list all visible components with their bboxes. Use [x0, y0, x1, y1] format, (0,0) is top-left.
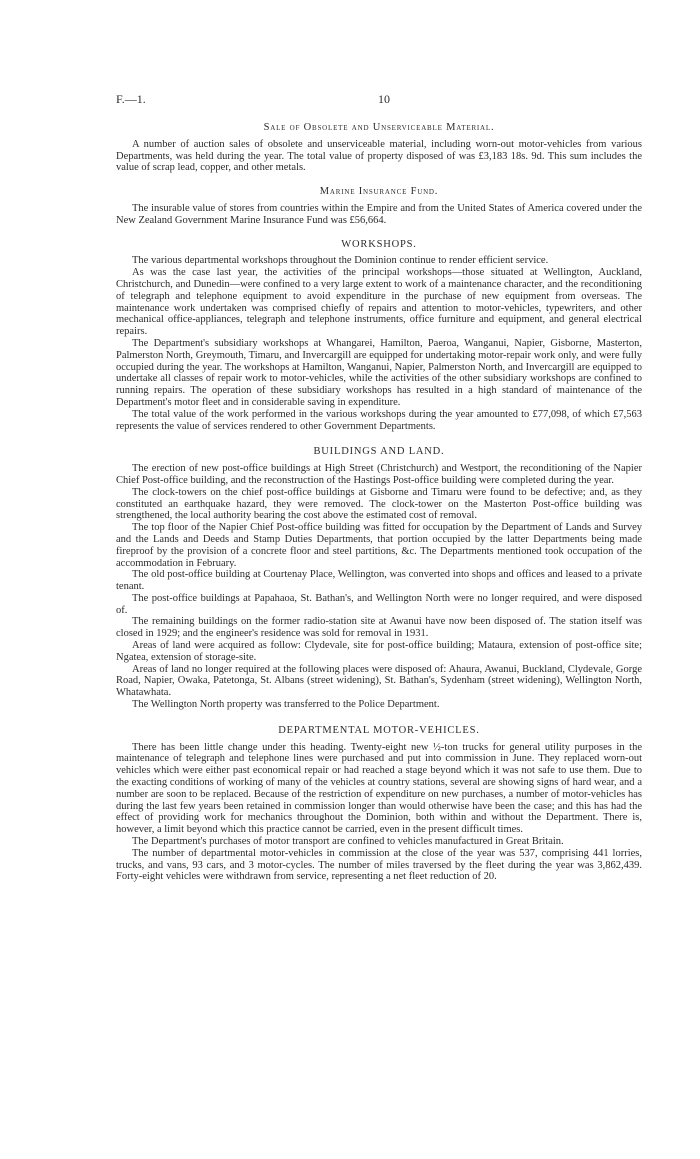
paragraph: The post-office buildings at Papahaoa, St. Bathan's, and Wellington North were no longer required, and were disposed of. [116, 592, 642, 616]
paragraph: The total value of the work performed in the various workshops during the year amounted to £77,098, of which £7,563 represents the value of services rendered to other Government Departments. [116, 408, 642, 432]
paragraph: There has been little change under this heading. Twenty-eight new ½-ton trucks for general utility purposes in the maintenance of telegraph and telephone lines were purchased and put into commission in June. They replaced worn-out vehicles which were either past economical repair or had reached a stage beyond which it was not safe to use them. Due to the exacting conditions of working of many of the vehicles at country stations, several are showing signs of hard wear, and a number are soon to be replaced. Because of the restriction of expenditure on new purchases, a number of motor-vehicles has during the last few years been retained in commission longer than would otherwise have been the case; and this has had the effect of providing work for mechanics throughout the Dominion, both within and without the Department. There is, however, a limit beyond which this practice cannot be carried, even in the present difficult times. [116, 741, 642, 836]
paragraph: Areas of land no longer required at the following places were disposed of: Ahaura, Awanui, Buckland, Clydevale, Gorge Road, Napier, Owaka, Patetonga, St. Albans (street widening), St. Bathan's, Sydenham (street widening), Wellington North, Whatawhata. [116, 663, 642, 699]
page-header [116, 92, 642, 108]
paragraph: The top floor of the Napier Chief Post-office building was fitted for occupation by the Department of Lands and Survey and the Lands and Deeds and Stamp Duties Departments, that portion occupied by the latter Departments being made fireproof by the provision of a concrete floor and steel partitions, &c. The Departments mentioned took occupation of the accommodation in February. [116, 522, 642, 569]
section-marine-insurance-fund [116, 186, 642, 226]
paragraph: The old post-office building at Courtenay Place, Wellington, was converted into shops and offices and leased to a private tenant. [116, 569, 642, 593]
section-departmental-motor-vehicles [116, 725, 642, 883]
paragraph: As was the case last year, the activities of the principal workshops—those situated at Wellington, Auckland, Christchurch, and Dunedin—were confined to a very large extent to work of a maintenance character, and the reconditioning of telegraph and telephone equipment to avoid expenditure in the purchase of new equipment from overseas. The maintenance work undertaken was comprised chiefly of repairs and attention to motor-vehicles, typewriters, and other mechanical office-appliances, telegraph and telephone instruments, office furniture and equipment, and general electrical repairs. [116, 267, 642, 338]
paragraph: Areas of land were acquired as follow: Clydevale, site for post-office building; Mataura, extension of post-office site; Ngatea, extension of storage-site. [116, 640, 642, 663]
paragraph: The erection of new post-office buildings at High Street (Christchurch) and Westport, the reconditioning of the Napier Chief Post-office building, and the reconstruction of the Hastings Post-office building were completed during the year. [116, 463, 642, 486]
section-title: WORKSHOPS. [341, 238, 417, 250]
page-content [116, 122, 642, 883]
section-title: DEPARTMENTAL MOTOR-VEHICLES. [278, 724, 480, 736]
paragraph: A number of auction sales of obsolete and unserviceable material, including worn-out motor-vehicles from various Departments, was held during the year. The total value of property disposed of was £3,183 18s. 9d. This sum includes the value of scrap lead, copper, and other metals. [116, 138, 642, 174]
paragraph: The Wellington North property was transferred to the Police Department. [132, 699, 440, 711]
section-buildings-and-land [116, 446, 642, 711]
section-workshops [116, 239, 642, 433]
section-sale-of-obsolete-material [116, 122, 642, 174]
section-title: Sale of Obsolete and Unserviceable Material. [263, 122, 495, 133]
paragraph: The Department's subsidiary workshops at Whangarei, Hamilton, Paeroa, Wanganui, Napier, Gisborne, Masterton, Palmerston North, Greymouth, Timaru, and Invercargill are equipped for undertaking motor-repair work only, and were fully occupied during the year. The workshops at Hamilton, Wanganui, Napier, Palmerston North, and Invercargill are equipped to undertake all classes of repair work to motor-vehicles, while the activities of the other subsidiary workshops are confined to running repairs. The operation of these subsidiary workshops has resulted in a high standard of maintenance of the Department's motor fleet and in considerable saving in expenditure. [116, 337, 642, 408]
paragraph: The Department's purchases of motor transport are confined to vehicles manufactured in Great Britain. [132, 836, 564, 848]
paragraph: The insurable value of stores from countries within the Empire and from the United States of America covered under the New Zealand Government Marine Insurance Fund was £56,664. [116, 202, 642, 226]
paragraph: The number of departmental motor-vehicles in commission at the close of the year was 537, comprising 441 lorries, trucks, and vans, 93 cars, and 3 motor-cycles. The number of miles traversed by the fleet during the year was 3,862,439. Forty-eight vehicles were withdrawn from service, representing a net fleet reduction of 20. [116, 847, 642, 883]
paragraph: The clock-towers on the chief post-office buildings at Gisborne and Timaru were found to be defective; and, as they constituted an earthquake hazard, they were removed. The clock-tower on the Masterton Post-office building was strengthened, the local authority bearing the cost above the estimated cost of removal. [116, 486, 642, 522]
paragraph: The various departmental workshops throughout the Dominion continue to render efficient service. [132, 255, 549, 267]
report-reference: F.—1. [116, 92, 146, 106]
section-title: BUILDINGS AND LAND. [313, 446, 445, 458]
paragraph: The remaining buildings on the former radio-station site at Awanui have now been disposed of. The station itself was closed in 1929; and the engineer's residence was sold for removal in 1931. [116, 616, 642, 640]
page-number: 10 [378, 92, 390, 106]
section-title: Marine Insurance Fund. [319, 186, 439, 198]
